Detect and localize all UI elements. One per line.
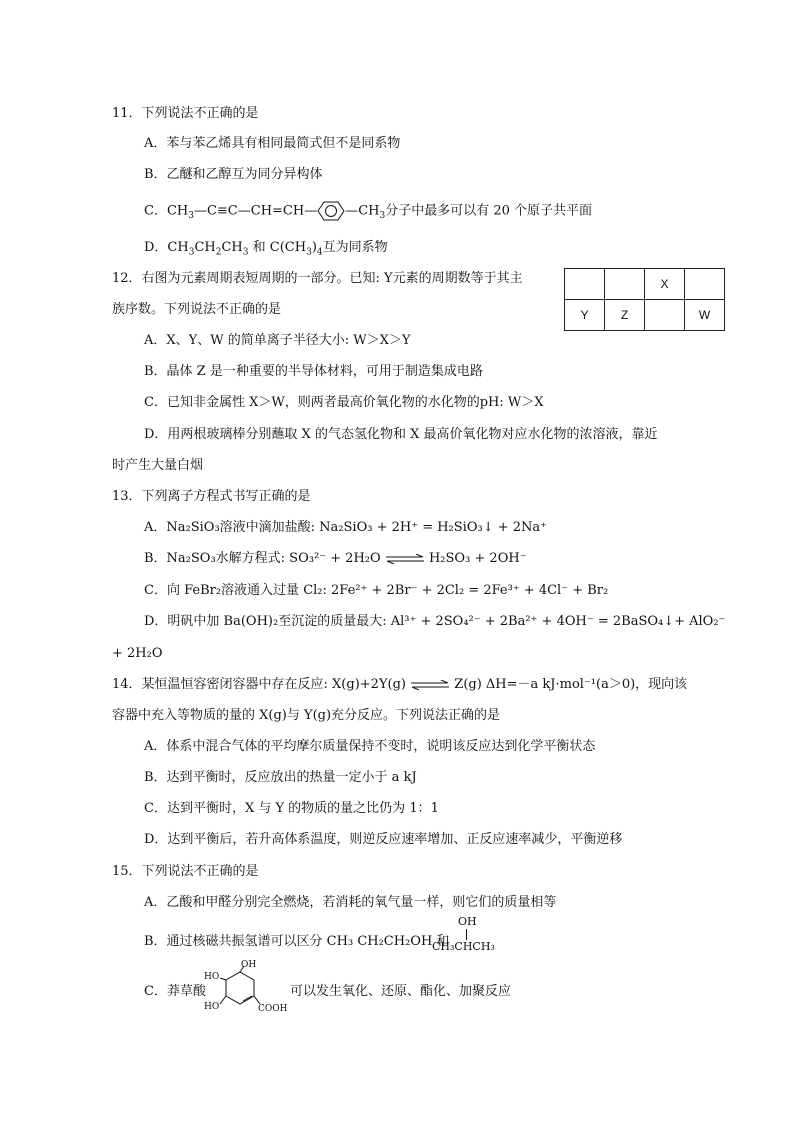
pt-cell-w: W xyxy=(685,300,725,331)
shikimic-oh-top: OH xyxy=(241,960,257,970)
pt-cell-x: X xyxy=(645,269,685,300)
pt-cell-z: Z xyxy=(605,300,645,331)
shikimic-acid-structure xyxy=(200,960,292,1016)
q13-option-c: C．向 FeBr₂溶液通入过量 Cl₂: 2Fe²⁺ + 2Br⁻ + 2Cl₂ = 2Fe³⁺ + 4Cl⁻ + Br₂ xyxy=(144,583,609,598)
pt-cell-y: Y xyxy=(565,300,605,331)
equilibrium-arrow-icon xyxy=(385,554,425,564)
q11-stem: 11．下列说法不正确的是 xyxy=(112,106,259,121)
q11-d-suffix: 互为同系物 xyxy=(322,240,388,255)
q11-option-a: A．苯与苯乙烯具有相同最简式但不是同系物 xyxy=(144,136,401,151)
q14-stem-right: Z(g) ΔH=－a kJ·mol⁻¹(a＞0)，现向该 xyxy=(454,677,688,692)
q11-c-chain: —C≡C—CH=CH— xyxy=(193,203,318,219)
q15-option-a: A．乙酸和甲醛分别完全燃烧，若消耗的氧气量一样，则它们的质量相等 xyxy=(144,895,557,910)
equilibrium-arrow-icon xyxy=(410,680,450,690)
shikimic-ho-bot: HO xyxy=(204,1002,220,1012)
q11-c-suffix: 分子中最多可以有 20 个原子共平面 xyxy=(385,203,593,219)
q12-option-a: A．X、Y、W 的简单离子半径大小: W＞X＞Y xyxy=(144,333,411,348)
isopropanol-structure xyxy=(432,916,512,956)
q11-option-c: C．$CH_3—C\equiv C—CH=CH—$ $—CH_3$分子中最多可以有 20 个原子共平面 xyxy=(144,200,592,222)
q12-option-b: B．晶体 Z 是一种重要的半导体材料，可用于制造集成电路 xyxy=(144,364,483,379)
pt-cell xyxy=(645,300,685,331)
q14-option-d: D．达到平衡后，若升高体系温度，则逆反应速率增加、正反应速率减少，平衡逆移 xyxy=(144,832,623,847)
isopropanol-oh: OH xyxy=(458,915,477,928)
q14-stem-left: 14．某恒温恒容密闭容器中存在反应: X(g)+2Y(g) xyxy=(112,677,406,692)
q11-option-d: D．$CH_3CH_2CH_3$ 和 $C(CH_3)_4$互为同系物 xyxy=(144,240,388,258)
q12-option-d-line2: 时产生大量白烟 xyxy=(112,458,204,473)
q11-d-mid2: CH xyxy=(221,240,243,255)
q12-option-c: C．已知非金属性 X＞W，则两者最高价氧化物的水化物的pH: W＞X xyxy=(144,395,544,410)
q11-c-prefix: C．CH xyxy=(144,203,189,219)
q15-option-c-suffix: 可以发生氧化、还原、酯化、加聚反应 xyxy=(290,984,512,999)
q11-c-tail: —CH xyxy=(345,203,380,219)
pt-cell xyxy=(605,269,645,300)
q13-option-b xyxy=(144,549,527,569)
q15-option-c-label: C．莽草酸 xyxy=(144,984,206,999)
pt-cell xyxy=(685,269,725,300)
shikimic-ho-mid: HO xyxy=(204,972,220,982)
q14-option-b: B．达到平衡时，反应放出的热量一定小于 a kJ xyxy=(144,770,417,785)
q13-option-a: A．Na₂SiO₃溶液中滴加盐酸: Na₂SiO₃ + 2H⁺ = H₂SiO₃↓ + 2Na⁺ xyxy=(144,520,548,535)
q13-option-d-line2: + 2H₂O xyxy=(112,646,163,661)
q14-stem-line1 xyxy=(112,675,687,695)
q15-stem: 15．下列说法不正确的是 xyxy=(112,864,259,879)
q14-option-a: A．体系中混合气体的平均摩尔质量保持不变时，说明该反应达到化学平衡状态 xyxy=(144,739,596,754)
q13-b-left: B．Na₂SO₃水解方程式: SO₃²⁻ + 2H₂O xyxy=(144,551,381,566)
q11-option-b: B．乙醚和乙醇互为同分异构体 xyxy=(144,167,323,182)
q13-stem: 13．下列离子方程式书写正确的是 xyxy=(112,489,311,504)
q12-stem-line2: 族序数。下列说法不正确的是 xyxy=(112,302,282,317)
q14-stem-line2: 容器中充入等物质的量的 X(g)与 Y(g)充分反应。下列说法正确的是 xyxy=(112,708,501,723)
pt-cell xyxy=(565,269,605,300)
q11-d-mid1: CH xyxy=(194,240,216,255)
q12-option-d-line1: D．用两根玻璃棒分别蘸取 X 的气态氢化物和 X 最高价氧化物对应水化物的浓溶液，靠近 xyxy=(144,427,658,442)
periodic-table-fragment xyxy=(564,268,725,331)
q11-d-and: 和 C(CH xyxy=(248,240,307,255)
q14-option-c: C．达到平衡时，X 与 Y 的物质的量之比仍为 1：1 xyxy=(144,801,439,816)
q11-d-prefix: D．CH xyxy=(144,240,189,255)
q15-option-b: B．通过核磁共振氢谱可以区分 CH₃ CH₂CH₂OH 和 xyxy=(144,934,450,949)
isopropanol-chain: CH₃CHCH₃ xyxy=(432,940,495,953)
q13-b-right: H₂SO₃ + 2OH⁻ xyxy=(428,551,527,566)
q12-stem-line1: 12．右图为元素周期表短周期的一部分。已知: Y元素的周期数等于其主 xyxy=(112,271,523,286)
shikimic-cooh: COOH xyxy=(258,1004,288,1014)
q13-option-d-line1: D．明矾中加 Ba(OH)₂至沉淀的质量最大: Al³⁺ + 2SO₄²⁻ + 2Ba²⁺ + 4OH⁻ = 2BaSO₄↓+ AlO₂⁻ xyxy=(144,614,726,629)
benzene-ring-icon xyxy=(317,200,345,222)
